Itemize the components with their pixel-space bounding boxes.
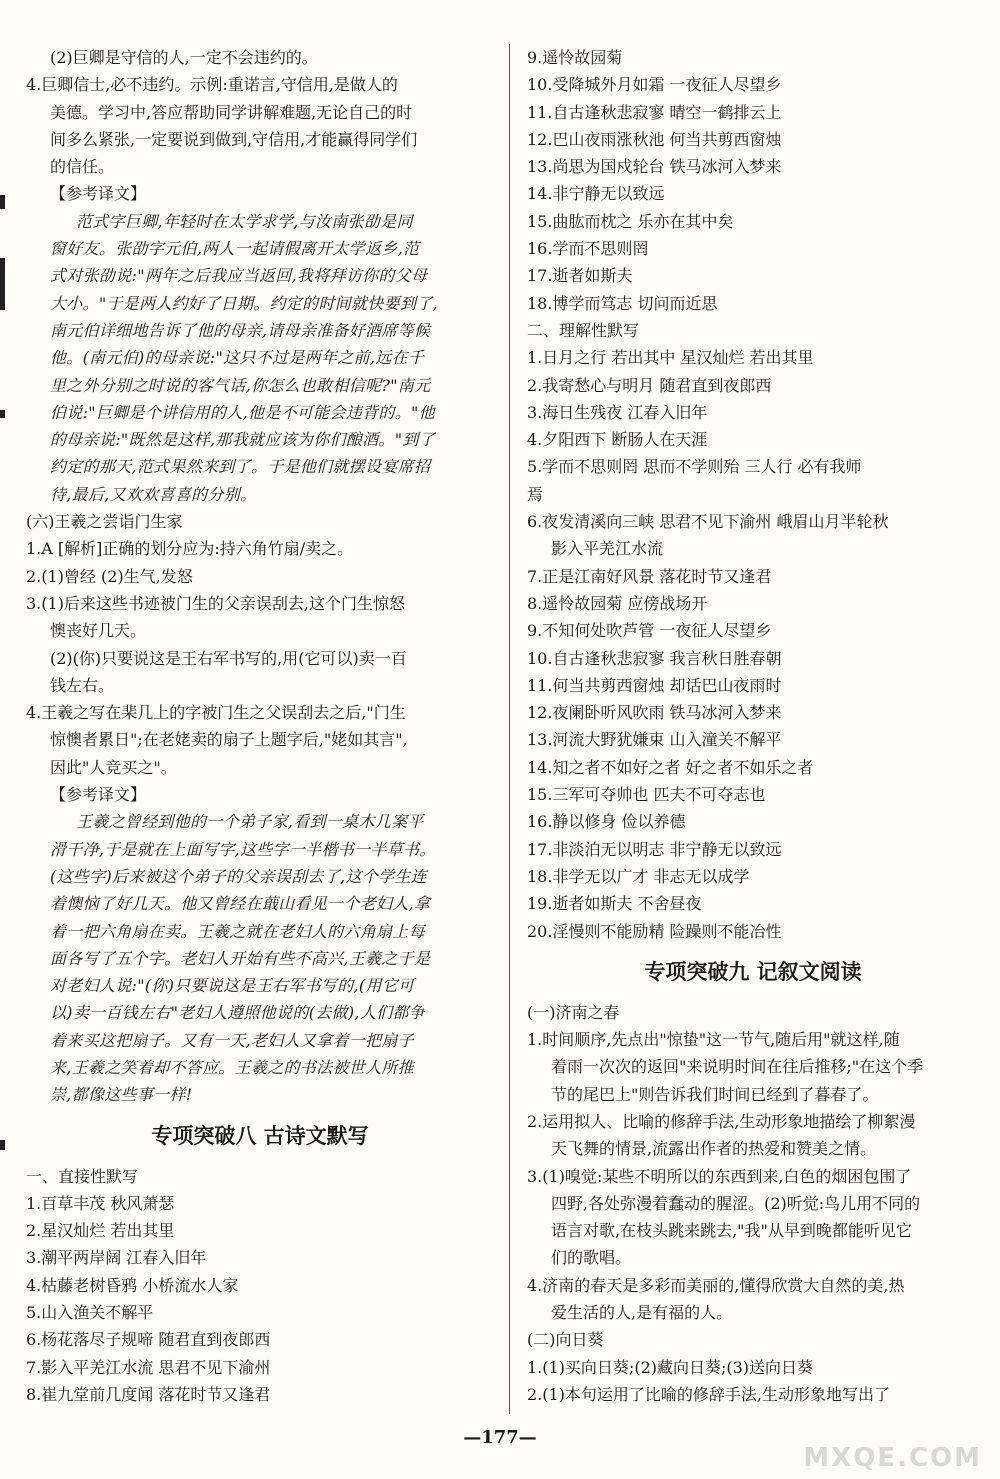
text-line: 大小。"于是两人约好了日期。约定的时间就快要到了, xyxy=(50,293,438,313)
text-line: 8.遥怜故园菊 应傍战场开 xyxy=(527,593,708,613)
text-line: (2)(你)只要说这是王右军书写的,用(它可以)卖一百 xyxy=(50,648,407,668)
text-line: 来,王羲之笑着却不答应。王羲之的书法被世人所推 xyxy=(50,1057,414,1077)
binding-mark xyxy=(0,1140,5,1150)
text-line: 3.潮平两岸阔 江春入旧年 xyxy=(26,1248,207,1268)
text-line: 窗好友。张劭字元伯,两人一起请假离开太学返乡,范 xyxy=(50,239,420,259)
text-line: 一、直接性默写 xyxy=(26,1166,139,1186)
page-number: —177— xyxy=(463,1427,537,1448)
text-line: 着雨一次次的返回"来说明时间在往后推移;"在这个季 xyxy=(551,1057,924,1077)
text-line: 天飞舞的情景,流露出作者的热爱和赞美之情。 xyxy=(551,1139,877,1159)
text-line: 5.学而不思则罔 思而不学则殆 三人行 必有我师 xyxy=(527,457,862,477)
text-line: 9.遥怜故园菊 xyxy=(527,48,623,67)
text-line: 因此"人竞买之"。 xyxy=(50,757,177,777)
text-line: 范式字巨卿,年轻时在太学求学,与汝南张劭是同 xyxy=(76,211,413,231)
text-line: 6.夜发清溪向三峡 思君不见下渝州 峨眉山月半轮秋 xyxy=(527,512,889,532)
text-line: 19.逝者如斯夫 不舍昼夜 xyxy=(527,894,702,914)
text-line: (2)巨卿是守信的人,一定不会违约的。 xyxy=(50,48,318,67)
text-line: 15.曲肱而枕之 乐亦在其中矣 xyxy=(527,211,734,231)
binding-mark xyxy=(0,258,5,310)
text-line: 6.杨花落尽子规啼 随君直到夜郎西 xyxy=(26,1330,271,1350)
text-line: (这些字)后来被这个弟子的父亲误刮去了,这个学生连 xyxy=(50,866,428,886)
section-heading: 专项突破九 记叙文阅读 xyxy=(644,959,862,984)
text-line: 2.(1)曾经 (2)生气,发怒 xyxy=(26,566,193,586)
text-line: 2.我寄愁心与明月 随君直到夜郎西 xyxy=(527,375,772,395)
text-line: 18.非学无以广才 非志无以成学 xyxy=(527,866,750,886)
text-line: 爱生活的人,是有福的人。 xyxy=(551,1303,733,1323)
text-line: 着来买这把扇子。又有一天,老妇人又拿着一把扇子 xyxy=(50,1030,414,1050)
column-divider xyxy=(509,44,510,1414)
text-line: 17.非淡泊无以明志 非宁静无以致远 xyxy=(527,839,782,859)
text-line: 【参考译文】 xyxy=(50,184,147,204)
text-line: 的母亲说:"既然是这样,那我就应该为你们酿酒。"到了 xyxy=(50,430,435,450)
text-line: 3.(1)后来这些书迹被门生的父亲误刮去,这个门生惊怒 xyxy=(26,593,406,613)
text-line: 崇,都像这些事一样! xyxy=(50,1085,193,1105)
text-line: 4.济南的春天是多彩而美丽的,懂得欣赏大自然的美,热 xyxy=(527,1275,905,1295)
right-column xyxy=(527,44,979,1408)
text-line: 7.影入平羌江水流 思君不见下渝州 xyxy=(26,1357,271,1377)
text-line: 1.(1)买向日葵;(2)藏向日葵;(3)送向日葵 xyxy=(527,1357,814,1377)
text-line: 18.博学而笃志 切问而近思 xyxy=(527,293,718,313)
text-line: 11.自古逢秋悲寂寥 晴空一鹤排云上 xyxy=(527,102,782,122)
text-line: 2.星汉灿烂 若出其里 xyxy=(26,1221,175,1241)
text-line: 3.(1)嗅觉:某些不明所以的东西到来,白色的烟困包围了 xyxy=(527,1166,912,1186)
text-line: 1.A [解析]正确的划分应为:持六角竹扇/卖之。 xyxy=(26,539,354,559)
text-line: 7.正是江南好风景 落花时节又逢君 xyxy=(527,566,772,586)
left-column xyxy=(26,44,494,1408)
text-line: 他。(南元伯)的母亲说:"这只不过是两年之前,远在千 xyxy=(50,348,425,368)
text-line: 约定的那天,范式果然来到了。于是他们就摆设宴席招 xyxy=(50,457,431,477)
text-line: 3.海日生残夜 江春入旧年 xyxy=(527,402,708,422)
text-line: 着懊恼了好几天。他又曾经在蕺山看见一个老妇人,拿 xyxy=(50,894,431,914)
text-line: 4.王羲之写在棐几上的字被门生之父误刮去之后,"门生 xyxy=(26,703,406,723)
text-line: (六)王羲之尝诣门生家 xyxy=(26,512,183,532)
text-line: 们的歌唱。 xyxy=(551,1248,632,1268)
text-line: 14.非宁静无以致远 xyxy=(527,184,665,204)
text-line: 对老妇人说:"(你)只要说这是王右军书写的,(用它可 xyxy=(50,976,415,996)
text-line: 间多么紧张,一定要说到做到,守信用,才能赢得同学们 xyxy=(50,129,418,149)
text-line: 的信任。 xyxy=(50,157,115,177)
text-line: 2.(1)本句运用了比喻的修辞手法,生动形象地写出了 xyxy=(527,1384,891,1404)
text-line: 以)卖一百钱左右"老妇人遵照他说的(去做),人们都争 xyxy=(50,1003,425,1023)
text-line: 16.学而不思则罔 xyxy=(527,239,649,259)
binding-mark xyxy=(0,410,5,418)
text-line: 16.静以修身 俭以养德 xyxy=(527,812,686,832)
text-line: 【参考译文】 xyxy=(50,785,147,805)
text-line: 节的尾巴上"则告诉我们时间已经到了暮春了。 xyxy=(551,1084,879,1104)
text-line: 懊丧好几天。 xyxy=(50,621,147,641)
text-line: 5.山入渔关不解平 xyxy=(26,1303,154,1323)
text-line: 4.巨卿信士,必不违约。示例:重诺言,守信用,是做人的 xyxy=(26,75,398,95)
text-line: 13.河流大野犹嫌束 山入潼关不解平 xyxy=(527,730,782,750)
text-line: 1.日月之行 若出其中 星汉灿烂 若出其里 xyxy=(527,348,814,368)
text-line: 12.巴山夜雨涨秋池 何当共剪西窗烛 xyxy=(527,129,782,149)
text-line: 伯说:"巨卿是个讲信用的人,他是不可能会违背的。"他 xyxy=(50,402,435,422)
text-line: (一)济南之春 xyxy=(527,1002,620,1022)
text-line: 里之外分别之时说的客气话,你怎么也敢相信呢?"南元 xyxy=(50,375,431,395)
text-line: 惊懊者累日";在老姥卖的扇子上题字后,"姥如其言", xyxy=(50,730,408,750)
text-line: 10.自古逢秋悲寂寥 我言秋日胜春朝 xyxy=(527,648,782,668)
text-line: 1.时间顺序,先点出"惊蛰"这一节气,随后用"就这样,随 xyxy=(527,1030,900,1050)
text-line: 8.崔九堂前几度闻 落花时节又逢君 xyxy=(26,1384,271,1404)
text-line: 13.尚思为国戍轮台 铁马冰河入梦来 xyxy=(527,157,782,177)
text-line: 待,最后,又欢欢喜喜的分别。 xyxy=(50,484,257,504)
text-line: 12.夜阑卧听风吹雨 铁马冰河入梦来 xyxy=(527,703,782,723)
text-line: 10.受降城外月如霜 一夜征人尽望乡 xyxy=(527,75,782,95)
text-line: 20.淫慢则不能励精 险躁则不能冶性 xyxy=(527,921,782,941)
text-line: 14.知之者不如好之者 好之者不如乐之者 xyxy=(527,757,814,777)
text-line: 11.何当共剪西窗烛 却话巴山夜雨时 xyxy=(527,675,782,695)
text-line: 四野,各处弥漫着蠢动的腥涩。(2)听觉:鸟儿用不同的 xyxy=(551,1193,921,1213)
text-line: 式对张劭说:"两年之后我应当返回,我将拜访你的父母 xyxy=(50,266,428,286)
text-line: 焉 xyxy=(527,484,544,504)
text-line: 王羲之曾经到他的一个弟子家,看到一桌木几案平 xyxy=(76,812,424,832)
text-line: 17.逝者如斯夫 xyxy=(527,266,633,286)
text-line: 南元伯详细地告诉了他的母亲,请母亲准备好酒席等候 xyxy=(50,320,431,340)
binding-mark xyxy=(0,195,5,209)
text-line: 面各写了五个字。老妇人开始有些不高兴,王羲之于是 xyxy=(50,948,431,968)
section-heading: 专项突破八 古诗文默写 xyxy=(151,1123,369,1148)
text-line: 美德。学习中,答应帮助同学讲解难题,无论自己的时 xyxy=(50,102,413,122)
text-line: 15.三军可夺帅也 匹夫不可夺志也 xyxy=(527,785,766,805)
text-line: 着一把六角扇在卖。王羲之就在老妇人的六角扇上每 xyxy=(50,921,425,941)
text-line: 语言对歌,在枝头跳来跳去,"我"从早到晚都能听见它 xyxy=(551,1221,912,1241)
text-line: (二)向日葵 xyxy=(527,1330,604,1350)
text-line: 滑干净,于是就在上面写字,这些字一半楷书一半草书。 xyxy=(50,839,436,859)
watermark: MXQE.COM xyxy=(803,1443,982,1473)
text-line: 4.夕阳西下 断肠人在天涯 xyxy=(527,430,708,450)
text-line: 钱左右。 xyxy=(50,675,115,695)
text-line: 4.枯藤老树昏鸦 小桥流水人家 xyxy=(26,1275,239,1295)
text-line: 9.不知何处吹芦管 一夜征人尽望乡 xyxy=(527,621,772,641)
text-line: 二、理解性默写 xyxy=(527,320,640,340)
text-line: 2.运用拟人、比喻的修辞手法,生动形象地描绘了柳絮漫 xyxy=(527,1111,916,1131)
text-line: 1.百草丰茂 秋风萧瑟 xyxy=(26,1193,175,1213)
text-line: 影入平羌江水流 xyxy=(551,539,664,559)
